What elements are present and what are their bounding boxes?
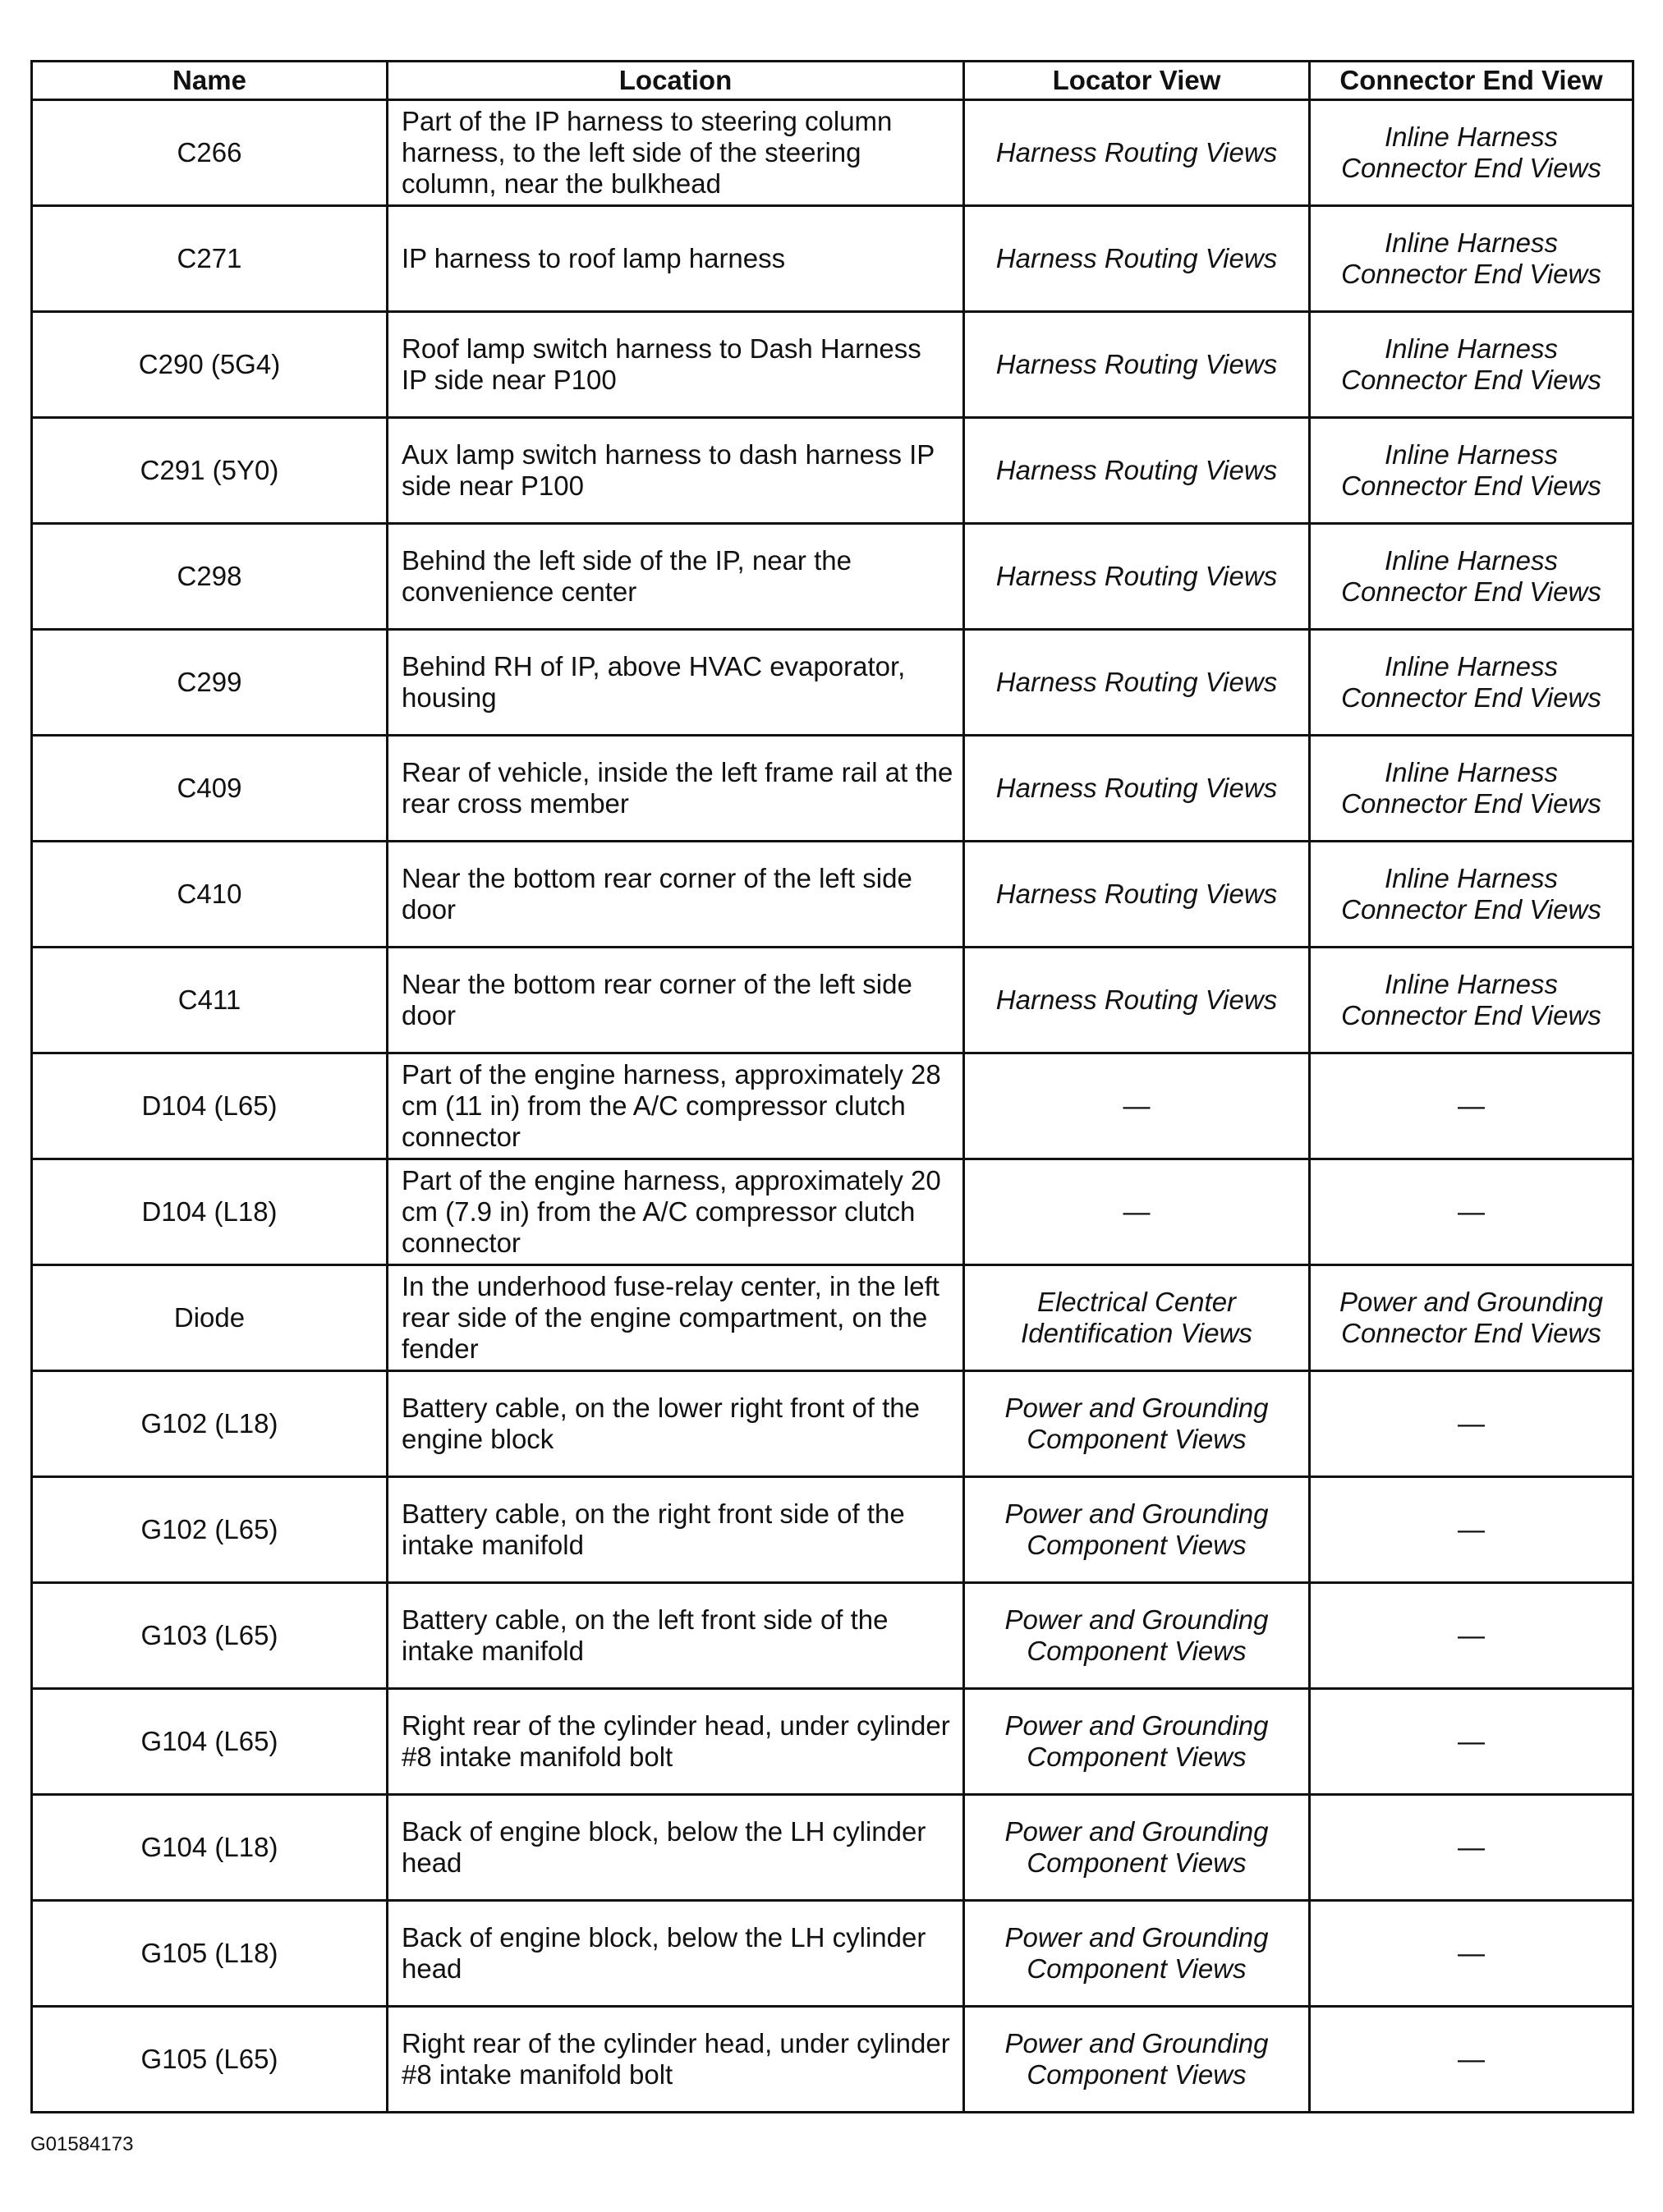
table-row (32, 1689, 1633, 1795)
cell-name: C291 (5Y0) (32, 418, 388, 524)
cell-connector-end-view: — (1310, 1689, 1633, 1795)
table-row (32, 842, 1633, 948)
table-row (32, 418, 1633, 524)
cell-location: Part of the IP harness to steering column harness, to the left side of the steering column, near the bulkhead (388, 100, 964, 206)
cell-connector-end-view: Inline Harness Connector End Views (1310, 100, 1633, 206)
cell-connector-end-view: — (1310, 1583, 1633, 1689)
cell-location: Behind RH of IP, above HVAC evaporator, housing (388, 630, 964, 736)
cell-connector-end-view: — (1310, 1477, 1633, 1583)
cell-name: C266 (32, 100, 388, 206)
cell-connector-end-view: — (1310, 1795, 1633, 1901)
cell-locator-view: — (964, 1159, 1310, 1265)
connector-location-table (30, 60, 1634, 2113)
cell-locator-view: — (964, 1053, 1310, 1159)
cell-connector-end-view: — (1310, 1053, 1633, 1159)
cell-name: C410 (32, 842, 388, 948)
cell-locator-view: Harness Routing Views (964, 206, 1310, 312)
cell-locator-view: Harness Routing Views (964, 736, 1310, 842)
cell-name: G104 (L18) (32, 1795, 388, 1901)
cell-connector-end-view: Inline Harness Connector End Views (1310, 948, 1633, 1053)
table-row (32, 736, 1633, 842)
cell-location: Near the bottom rear corner of the left side door (388, 948, 964, 1053)
cell-location: IP harness to roof lamp harness (388, 206, 964, 312)
cell-name: C290 (5G4) (32, 312, 388, 418)
cell-locator-view: Harness Routing Views (964, 524, 1310, 630)
cell-location: Behind the left side of the IP, near the convenience center (388, 524, 964, 630)
cell-locator-view: Power and Grounding Component Views (964, 1901, 1310, 2007)
cell-name: C411 (32, 948, 388, 1053)
cell-connector-end-view: Inline Harness Connector End Views (1310, 630, 1633, 736)
cell-connector-end-view: — (1310, 1901, 1633, 2007)
cell-locator-view: Harness Routing Views (964, 100, 1310, 206)
cell-locator-view: Harness Routing Views (964, 418, 1310, 524)
cell-location: In the underhood fuse-relay center, in the left rear side of the engine compartment, on the fender (388, 1265, 964, 1371)
cell-location: Battery cable, on the lower right front of the engine block (388, 1371, 964, 1477)
table-row (32, 630, 1633, 736)
table-row (32, 524, 1633, 630)
cell-name: D104 (L18) (32, 1159, 388, 1265)
cell-name: G102 (L18) (32, 1371, 388, 1477)
cell-name: Diode (32, 1265, 388, 1371)
cell-locator-view: Electrical Center Identification Views (964, 1265, 1310, 1371)
cell-location: Part of the engine harness, approximately 20 cm (7.9 in) from the A/C compressor clutch connector (388, 1159, 964, 1265)
cell-connector-end-view: Inline Harness Connector End Views (1310, 312, 1633, 418)
table-row (32, 2007, 1633, 2113)
cell-connector-end-view: Inline Harness Connector End Views (1310, 736, 1633, 842)
cell-locator-view: Power and Grounding Component Views (964, 1371, 1310, 1477)
cell-name: G105 (L18) (32, 1901, 388, 2007)
table-row (32, 1265, 1633, 1371)
cell-name: C299 (32, 630, 388, 736)
table-row (32, 100, 1633, 206)
cell-location: Near the bottom rear corner of the left side door (388, 842, 964, 948)
cell-connector-end-view: Inline Harness Connector End Views (1310, 418, 1633, 524)
cell-location: Aux lamp switch harness to dash harness IP side near P100 (388, 418, 964, 524)
cell-location: Battery cable, on the left front side of the intake manifold (388, 1583, 964, 1689)
table-row (32, 1477, 1633, 1583)
cell-locator-view: Power and Grounding Component Views (964, 1689, 1310, 1795)
header-name: Name (32, 62, 388, 100)
cell-location: Back of engine block, below the LH cylinder head (388, 1901, 964, 2007)
cell-name: D104 (L65) (32, 1053, 388, 1159)
cell-locator-view: Harness Routing Views (964, 948, 1310, 1053)
cell-locator-view: Harness Routing Views (964, 630, 1310, 736)
table-header-row (32, 62, 1633, 100)
cell-name: C409 (32, 736, 388, 842)
cell-connector-end-view: Power and Grounding Connector End Views (1310, 1265, 1633, 1371)
table-body (32, 100, 1633, 2113)
table-row (32, 1583, 1633, 1689)
cell-location: Back of engine block, below the LH cylinder head (388, 1795, 964, 1901)
table-row (32, 1159, 1633, 1265)
cell-locator-view: Power and Grounding Component Views (964, 1477, 1310, 1583)
cell-connector-end-view: — (1310, 1159, 1633, 1265)
cell-locator-view: Power and Grounding Component Views (964, 1795, 1310, 1901)
cell-locator-view: Harness Routing Views (964, 842, 1310, 948)
cell-location: Roof lamp switch harness to Dash Harness IP side near P100 (388, 312, 964, 418)
cell-locator-view: Harness Routing Views (964, 312, 1310, 418)
cell-name: G102 (L65) (32, 1477, 388, 1583)
table-row (32, 206, 1633, 312)
cell-connector-end-view: Inline Harness Connector End Views (1310, 206, 1633, 312)
table-row (32, 1795, 1633, 1901)
cell-locator-view: Power and Grounding Component Views (964, 2007, 1310, 2113)
table-row (32, 948, 1633, 1053)
header-location: Location (388, 62, 964, 100)
cell-name: G104 (L65) (32, 1689, 388, 1795)
cell-connector-end-view: Inline Harness Connector End Views (1310, 524, 1633, 630)
cell-location: Battery cable, on the right front side of the intake manifold (388, 1477, 964, 1583)
table-row (32, 1371, 1633, 1477)
table-row (32, 312, 1633, 418)
header-connector-end-view: Connector End View (1310, 62, 1633, 100)
header-locator-view: Locator View (964, 62, 1310, 100)
cell-location: Right rear of the cylinder head, under cylinder #8 intake manifold bolt (388, 2007, 964, 2113)
cell-name: G105 (L65) (32, 2007, 388, 2113)
table-row (32, 1901, 1633, 2007)
cell-connector-end-view: — (1310, 2007, 1633, 2113)
cell-location: Rear of vehicle, inside the left frame rail at the rear cross member (388, 736, 964, 842)
cell-name: C298 (32, 524, 388, 630)
figure-id: G01584173 (30, 2133, 134, 2155)
table-row (32, 1053, 1633, 1159)
cell-connector-end-view: — (1310, 1371, 1633, 1477)
cell-name: G103 (L65) (32, 1583, 388, 1689)
cell-name: C271 (32, 206, 388, 312)
cell-location: Right rear of the cylinder head, under cylinder #8 intake manifold bolt (388, 1689, 964, 1795)
cell-locator-view: Power and Grounding Component Views (964, 1583, 1310, 1689)
cell-location: Part of the engine harness, approximately 28 cm (11 in) from the A/C compressor clutch connector (388, 1053, 964, 1159)
cell-connector-end-view: Inline Harness Connector End Views (1310, 842, 1633, 948)
